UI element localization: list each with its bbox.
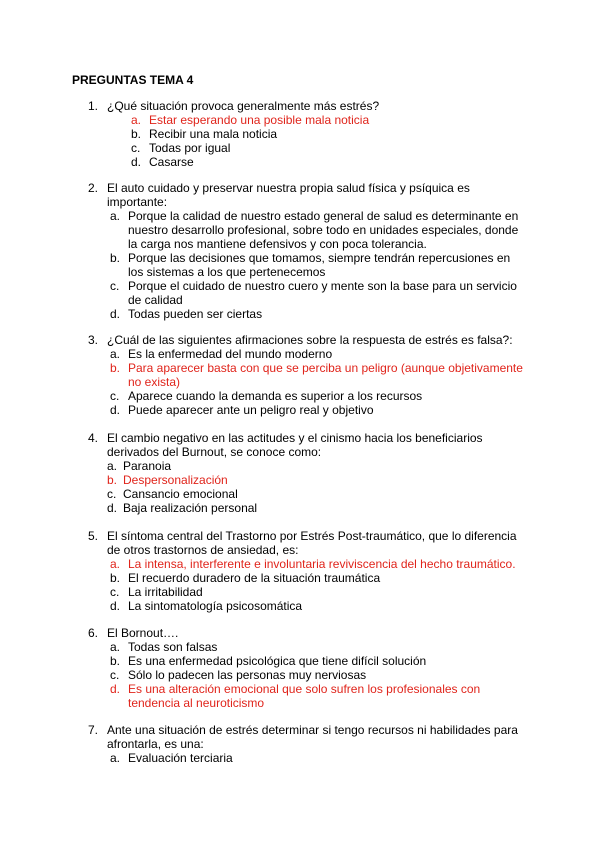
option-letter: c. bbox=[110, 585, 120, 599]
option-d bbox=[0, 682, 600, 710]
option-letter: d. bbox=[107, 501, 118, 515]
option-b bbox=[0, 361, 600, 389]
question-7 bbox=[0, 723, 600, 765]
question-1 bbox=[0, 99, 600, 169]
option-text: Todas pueden ser ciertas bbox=[128, 307, 263, 321]
option-a bbox=[0, 640, 600, 654]
option-text: Estar esperando una posible mala noticia bbox=[149, 113, 370, 127]
option-c bbox=[0, 585, 600, 599]
question-stem bbox=[0, 99, 600, 113]
option-letter: d. bbox=[110, 307, 121, 321]
question-6 bbox=[0, 626, 600, 710]
option-a bbox=[0, 557, 600, 571]
option-letter: b. bbox=[107, 473, 118, 487]
option-text: Casarse bbox=[149, 155, 194, 169]
option-letter: a. bbox=[110, 751, 121, 765]
option-text: La irritabilidad bbox=[128, 585, 203, 599]
option-letter: b. bbox=[110, 571, 121, 585]
option-text: Es una alteración emocional que solo sufren los profesionales con tendencia al neuroticismo bbox=[128, 682, 481, 710]
question-number: 1. bbox=[88, 99, 99, 113]
option-letter: b. bbox=[110, 654, 121, 668]
question-stem bbox=[0, 333, 600, 347]
question-stem bbox=[0, 431, 600, 459]
option-letter: a. bbox=[110, 347, 121, 361]
question-text: El cambio negativo en las actitudes y el cinismo hacia los beneficiarios derivados del Burnout, se conoce como: bbox=[107, 431, 483, 459]
option-d bbox=[0, 403, 600, 417]
option-letter: d. bbox=[110, 682, 121, 696]
option-text: Todas son falsas bbox=[128, 640, 218, 654]
option-text: Puede aparecer ante un peligro real y objetivo bbox=[128, 403, 374, 417]
question-number: 4. bbox=[88, 431, 99, 445]
option-text: Para aparecer basta con que se perciba un peligro (aunque objetivamente no exista) bbox=[128, 361, 523, 389]
option-letter: c. bbox=[110, 279, 120, 293]
question-3 bbox=[0, 333, 600, 417]
option-text: Aparece cuando la demanda es superior a los recursos bbox=[128, 389, 423, 403]
option-letter: a. bbox=[110, 557, 121, 571]
option-b bbox=[0, 251, 600, 279]
option-a bbox=[0, 347, 600, 361]
option-text: La intensa, interferente e involuntaria reviviscencia del hecho traumático. bbox=[128, 557, 516, 571]
option-text: Porque el cuidado de nuestro cuero y mente son la base para un servicio de calidad bbox=[128, 279, 517, 307]
option-text: El recuerdo duradero de la situación traumática bbox=[128, 571, 381, 585]
question-stem bbox=[0, 181, 600, 209]
question-text: ¿Cuál de las siguientes afirmaciones sobre la respuesta de estrés es falsa?: bbox=[107, 333, 513, 347]
option-text: Sólo lo padecen las personas muy nerviosas bbox=[128, 668, 367, 682]
question-number: 5. bbox=[88, 529, 99, 543]
option-c bbox=[0, 279, 600, 307]
option-text: Porque la calidad de nuestro estado general de salud es determinante en nuestro desarrollo profesional, sobre todo en unidades especiales, donde la carga nos mantiene defensivos y con poca tolerancia. bbox=[128, 209, 519, 251]
option-letter: b. bbox=[110, 361, 121, 375]
option-c bbox=[0, 487, 600, 501]
option-d bbox=[0, 501, 600, 515]
option-c bbox=[0, 389, 600, 403]
option-letter: c. bbox=[110, 389, 120, 403]
question-text: El auto cuidado y preservar nuestra propia salud física y psíquica es importante: bbox=[107, 181, 470, 209]
option-a bbox=[0, 459, 600, 473]
option-text: Evaluación terciaria bbox=[128, 751, 233, 765]
option-text: Porque las decisiones que tomamos, siempre tendrán repercusiones en los sistemas a los que pertenecemos bbox=[128, 251, 511, 279]
question-2 bbox=[0, 181, 600, 321]
option-c bbox=[0, 668, 600, 682]
document-title: PREGUNTAS TEMA 4 bbox=[72, 73, 194, 87]
question-stem bbox=[0, 626, 600, 640]
question-number: 3. bbox=[88, 333, 99, 347]
option-letter: c. bbox=[131, 141, 141, 155]
question-text: El síntoma central del Trastorno por Estrés Post-traumático, que lo diferencia de otros trastornos de ansiedad, es: bbox=[107, 529, 517, 557]
option-text: Es la enfermedad del mundo moderno bbox=[128, 347, 333, 361]
question-5 bbox=[0, 529, 600, 613]
question-stem bbox=[0, 723, 600, 751]
question-text: El Bornout…. bbox=[107, 626, 179, 640]
question-stem bbox=[0, 529, 600, 557]
option-letter: a. bbox=[110, 209, 121, 223]
option-b bbox=[0, 571, 600, 585]
option-text: Baja realización personal bbox=[123, 501, 258, 515]
question-4 bbox=[0, 431, 600, 515]
option-c bbox=[0, 141, 600, 155]
option-letter: d. bbox=[131, 155, 142, 169]
question-number: 7. bbox=[88, 723, 99, 737]
option-text: Todas por igual bbox=[149, 141, 231, 155]
option-text: Cansancio emocional bbox=[123, 487, 238, 501]
option-text: La sintomatología psicosomática bbox=[128, 599, 303, 613]
option-letter: c. bbox=[107, 487, 117, 501]
question-number: 6. bbox=[88, 626, 99, 640]
option-letter: b. bbox=[110, 251, 121, 265]
option-d bbox=[0, 599, 600, 613]
option-letter: d. bbox=[110, 599, 121, 613]
option-a bbox=[0, 751, 600, 765]
option-letter: a. bbox=[107, 459, 118, 473]
option-d bbox=[0, 307, 600, 321]
question-text: Ante una situación de estrés determinar si tengo recursos ni habilidades para afrontarla, es una: bbox=[107, 723, 518, 751]
option-text: Recibir una mala noticia bbox=[149, 127, 278, 141]
option-a bbox=[0, 209, 600, 251]
option-b bbox=[0, 473, 600, 487]
option-letter: c. bbox=[110, 668, 120, 682]
option-letter: b. bbox=[131, 127, 142, 141]
option-text: Despersonalización bbox=[123, 473, 228, 487]
option-b bbox=[0, 127, 600, 141]
option-letter: d. bbox=[110, 403, 121, 417]
option-a bbox=[0, 113, 600, 127]
option-letter: a. bbox=[110, 640, 121, 654]
option-text: Es una enfermedad psicológica que tiene difícil solución bbox=[128, 654, 427, 668]
option-letter: a. bbox=[131, 113, 142, 127]
question-number: 2. bbox=[88, 181, 99, 195]
question-text: ¿Qué situación provoca generalmente más estrés? bbox=[107, 99, 380, 113]
option-d bbox=[0, 155, 600, 169]
option-b bbox=[0, 654, 600, 668]
option-text: Paranoia bbox=[123, 459, 172, 473]
